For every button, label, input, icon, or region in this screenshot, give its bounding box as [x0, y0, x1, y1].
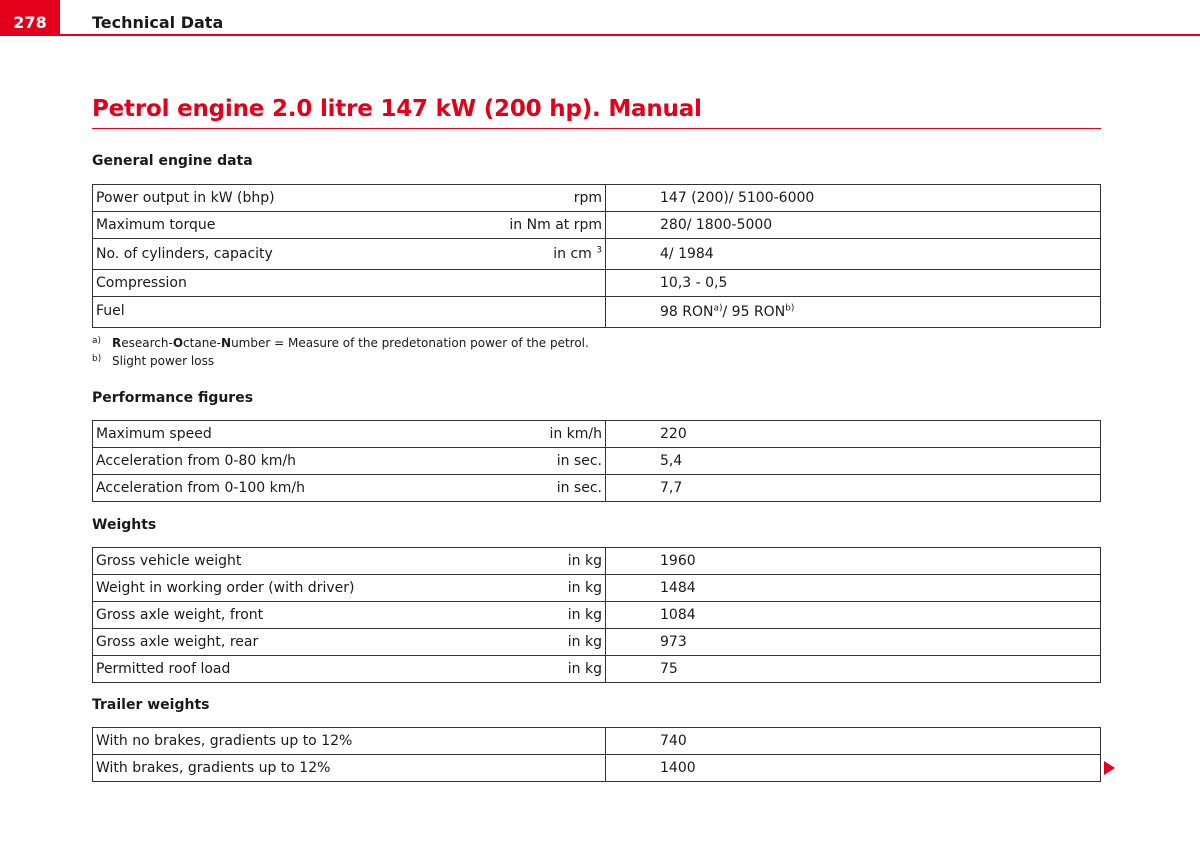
row-unit: in sec.	[479, 475, 606, 502]
general-engine-table	[92, 184, 1101, 328]
unit-superscript: 3	[596, 245, 602, 256]
row-unit: in kg	[479, 575, 606, 602]
performance-table	[92, 420, 1101, 502]
row-value: 1400	[606, 755, 1101, 782]
table-row	[93, 297, 1101, 328]
row-unit	[479, 270, 606, 297]
table-row	[93, 212, 1101, 239]
footnote-mark: a)	[92, 336, 102, 346]
row-unit: rpm	[479, 185, 606, 212]
footnote-text: esearch-	[121, 336, 173, 350]
table-row	[93, 270, 1101, 297]
header-rule	[0, 34, 1200, 36]
table-row	[93, 448, 1101, 475]
row-unit: in kg	[479, 548, 606, 575]
row-label: Maximum speed	[93, 421, 480, 448]
table-row	[93, 185, 1101, 212]
title-rule	[92, 128, 1101, 129]
footnote-bold: O	[172, 336, 184, 350]
row-label: Compression	[93, 270, 480, 297]
row-value: 740	[606, 728, 1101, 755]
row-label: Weight in working order (with driver)	[93, 575, 480, 602]
footnote-a	[92, 336, 589, 350]
row-unit: in kg	[479, 656, 606, 683]
row-value: 75	[606, 656, 1101, 683]
general-heading: General engine data	[92, 153, 253, 169]
row-unit: in kg	[479, 602, 606, 629]
footnote-bold: N	[221, 336, 232, 350]
row-label: Acceleration from 0-100 km/h	[93, 475, 480, 502]
table-row	[93, 755, 1101, 782]
weights-heading: Weights	[92, 517, 157, 533]
row-value	[606, 297, 1101, 328]
row-value: 147 (200)/ 5100-6000	[606, 185, 1101, 212]
row-label: Gross vehicle weight	[93, 548, 480, 575]
row-value: 280/ 1800-5000	[606, 212, 1101, 239]
triangle-right-icon[interactable]	[1104, 761, 1115, 775]
performance-heading: Performance figures	[92, 390, 254, 406]
table-row	[93, 602, 1101, 629]
row-value: 1484	[606, 575, 1101, 602]
row-label: Maximum torque	[93, 212, 480, 239]
row-label: Power output in kW (bhp)	[93, 185, 480, 212]
unit-text: in cm	[553, 246, 592, 262]
footnote-text: ctane-	[183, 336, 222, 350]
footnote-text: Slight power loss	[112, 354, 215, 368]
row-value: 1960	[606, 548, 1101, 575]
row-label: Acceleration from 0-80 km/h	[93, 448, 480, 475]
row-unit	[479, 755, 606, 782]
row-label: No. of cylinders, capacity	[93, 239, 480, 270]
section-title: Technical Data	[92, 13, 224, 32]
row-unit: in kg	[479, 629, 606, 656]
weights-table	[92, 547, 1101, 683]
table-row	[93, 656, 1101, 683]
footnote-text: umber = Measure of the predetonation power of the petrol.	[231, 336, 589, 350]
table-row	[93, 548, 1101, 575]
page-title: Petrol engine 2.0 litre 147 kW (200 hp). Manual	[92, 96, 702, 122]
row-label: Fuel	[93, 297, 480, 328]
row-label: Permitted roof load	[93, 656, 480, 683]
footnote-mark: b)	[92, 354, 102, 364]
table-row	[93, 629, 1101, 656]
row-unit: in Nm at rpm	[479, 212, 606, 239]
row-unit	[479, 728, 606, 755]
fuel-value-a: 98 RON	[660, 304, 714, 320]
row-unit: in km/h	[479, 421, 606, 448]
table-row	[93, 728, 1101, 755]
row-unit	[479, 239, 606, 270]
footnote-ref-b: b)	[785, 303, 795, 314]
row-value: 4/ 1984	[606, 239, 1101, 270]
fuel-value-b: / 95 RON	[722, 304, 786, 320]
table-row	[93, 421, 1101, 448]
row-label: Gross axle weight, rear	[93, 629, 480, 656]
row-value: 973	[606, 629, 1101, 656]
row-unit: in sec.	[479, 448, 606, 475]
trailer-heading: Trailer weights	[92, 697, 210, 713]
row-label: With brakes, gradients up to 12%	[93, 755, 480, 782]
row-label: Gross axle weight, front	[93, 602, 480, 629]
footnote-bold: R	[112, 336, 122, 350]
table-row	[93, 239, 1101, 270]
row-value: 220	[606, 421, 1101, 448]
table-row	[93, 475, 1101, 502]
trailer-table	[92, 727, 1101, 782]
row-label: With no brakes, gradients up to 12%	[93, 728, 480, 755]
row-value: 1084	[606, 602, 1101, 629]
page-number: 278	[0, 0, 60, 36]
footnote-b	[92, 354, 214, 368]
row-value: 5,4	[606, 448, 1101, 475]
row-value: 10,3 - 0,5	[606, 270, 1101, 297]
row-unit	[479, 297, 606, 328]
footnote-ref-a: a)	[713, 303, 723, 314]
table-row	[93, 575, 1101, 602]
row-value: 7,7	[606, 475, 1101, 502]
